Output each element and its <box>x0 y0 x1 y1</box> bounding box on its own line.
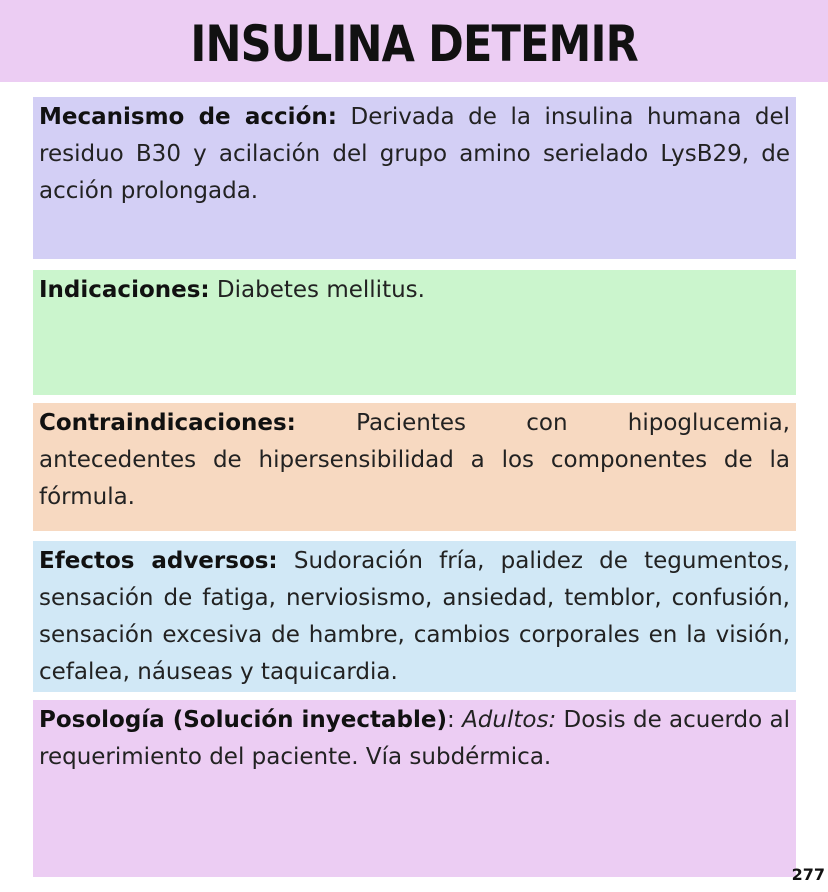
section-contraindicaciones <box>33 403 796 531</box>
section-italic-adultos: Adultos: <box>462 707 557 733</box>
section-heading-contraindicaciones: Contraindicaciones: <box>39 410 296 436</box>
section-text-contraindicaciones: Pacientes con hipoglucemia, antecedentes de hipersensibilidad a los componentes de la fórmula. <box>39 410 790 510</box>
section-heading-posologia: Posología (Solución inyectable) <box>39 707 448 733</box>
section-posologia <box>33 700 796 877</box>
section-mecanismo <box>33 97 796 259</box>
section-text-mecanismo: Derivada de la insulina humana del residuo B30 y acilación del grupo amino serielado LysB29, de acción prolongada. <box>39 104 790 204</box>
section-text-efectos: Sudoración fría, palidez de tegumentos, sensación de fatiga, nerviosismo, ansiedad, temblor, confusión, sensación excesiva de hambre, cambios corporales en la visión, cefalea, náuseas y taquicardia. <box>39 548 790 685</box>
section-text-indicaciones: Diabetes mellitus. <box>209 277 425 303</box>
title-banner <box>0 0 828 82</box>
section-efectos-adversos <box>33 541 796 692</box>
section-colon-posologia: : <box>447 707 463 733</box>
page-title: INSULINA DETEMIR <box>190 15 638 73</box>
section-text-posologia: Dosis de acuerdo al requerimiento del paciente. Vía subdérmica. <box>39 707 791 770</box>
section-heading-mecanismo: Mecanismo de acción: <box>39 104 337 130</box>
page-number: 277 <box>791 865 825 884</box>
section-heading-efectos: Efectos adversos: <box>39 548 278 574</box>
section-heading-indicaciones: Indicaciones: <box>39 277 210 303</box>
section-indicaciones <box>33 270 796 395</box>
